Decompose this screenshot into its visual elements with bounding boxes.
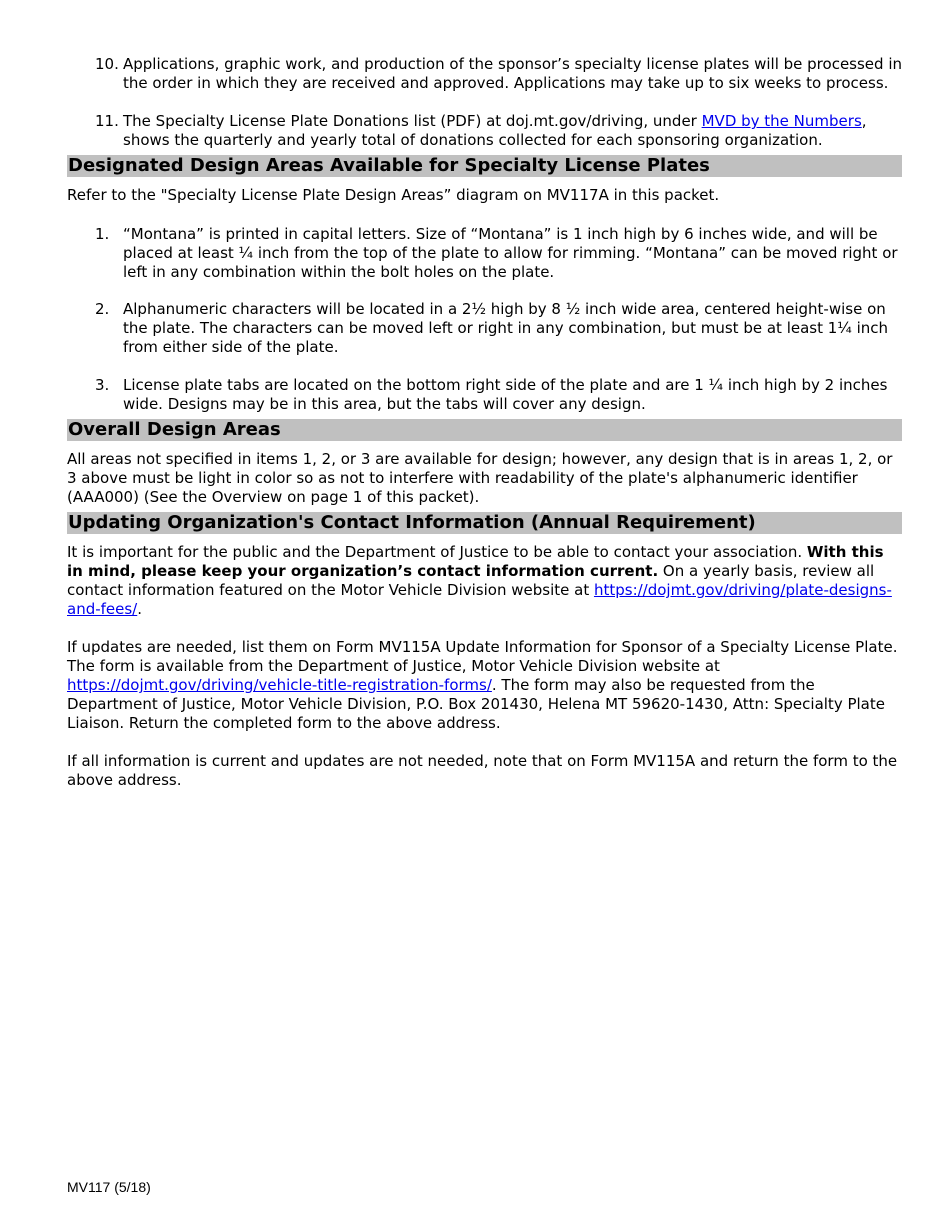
mvd-by-the-numbers-link[interactable]: MVD by the Numbers — [701, 112, 862, 130]
form-footer-id: MV117 (5/18) — [67, 1179, 151, 1195]
contact-paragraph-1 — [67, 543, 902, 619]
text-run: If updates are needed, list them on Form MV115A Update Information for Sponsor of a Specialty License Plate. The form is available from the Department of Justice, Motor Vehicle Division website at — [67, 638, 898, 675]
item-number: 10. — [95, 55, 119, 73]
item-number: 1. — [95, 225, 110, 243]
list-item-1 — [67, 225, 902, 282]
section-heading-overall-design: Overall Design Areas — [67, 419, 902, 441]
item-text-before: The Specialty License Plate Donations list (PDF) at doj.mt.gov/driving, under — [123, 112, 702, 130]
section-intro: Refer to the "Specialty License Plate Design Areas” diagram on MV117A in this packet. — [67, 186, 720, 204]
item-text: License plate tabs are located on the bottom right side of the plate and are 1 ¼ inch high by 2 inches wide. Designs may be in this area, but the tabs will cover any design. — [123, 376, 888, 413]
overall-design-text: All areas not specified in items 1, 2, or 3 are available for design; however, any design that is in areas 1, 2, or 3 above must be light in color so as not to interfere with readability of the plate's alphanumeric identifier (AAA000) (See the Overview on page 1 of this packet). — [67, 450, 893, 506]
section-heading-design-areas: Designated Design Areas Available for Specialty License Plates — [67, 155, 902, 177]
list-item-2 — [67, 300, 902, 357]
item-text: Applications, graphic work, and production of the sponsor’s specialty license plates will be processed in the order in which they are received and approved. Applications may take up to six weeks to process. — [123, 55, 902, 92]
section-heading-contact-info: Updating Organization's Contact Information (Annual Requirement) — [67, 512, 902, 534]
text-run: . The form may also be requested from the Department of Justice, Motor Vehicle Division, P.O. Box 201430, Helena MT 59620-1430, Attn: Specialty Plate Liaison. Return the completed form to the above address. — [67, 676, 885, 732]
item-number: 3. — [95, 376, 110, 394]
text-run: It is important for the public and the Department of Justice to be able to contact your association. — [67, 543, 807, 561]
text-run: . — [137, 600, 143, 618]
list-item-10 — [67, 55, 902, 93]
item-number: 2. — [95, 300, 110, 318]
contact-paragraph-2 — [67, 638, 902, 733]
text-run: On a yearly basis, review all contact information featured on the Motor Vehicle Division website at — [67, 562, 875, 599]
registration-forms-link[interactable]: https://dojmt.gov/driving/vehicle-title-registration-forms/ — [67, 676, 492, 694]
item-text: Alphanumeric characters will be located in a 2½ high by 8 ½ inch wide area, centered height-wise on the plate. The characters can be moved left or right in any combination, but must be at least 1¼ inch from either side of the plate. — [123, 300, 889, 356]
contact-paragraph-3: If all information is current and updates are not needed, note that on Form MV115A and return the form to the above address. — [67, 752, 898, 789]
item-text: “Montana” is printed in capital letters. Size of “Montana” is 1 inch high by 6 inches wide, and will be placed at least ¼ inch from the top of the plate to allow for rimming. “Montana” can be moved right or left in any combination within the bolt holes on the plate. — [123, 225, 898, 281]
plate-designs-link[interactable]: https://dojmt.gov/driving/plate-designs-and-fees/ — [67, 581, 892, 618]
list-item-11 — [67, 112, 902, 150]
list-item-3 — [67, 376, 902, 414]
bold-text-run: With this in mind, please keep your organization’s contact information current. — [67, 543, 884, 580]
document-page — [67, 55, 902, 790]
item-text-after: , shows the quarterly and yearly total of donations collected for each sponsoring organization. — [123, 112, 867, 149]
item-number: 11. — [95, 112, 119, 130]
